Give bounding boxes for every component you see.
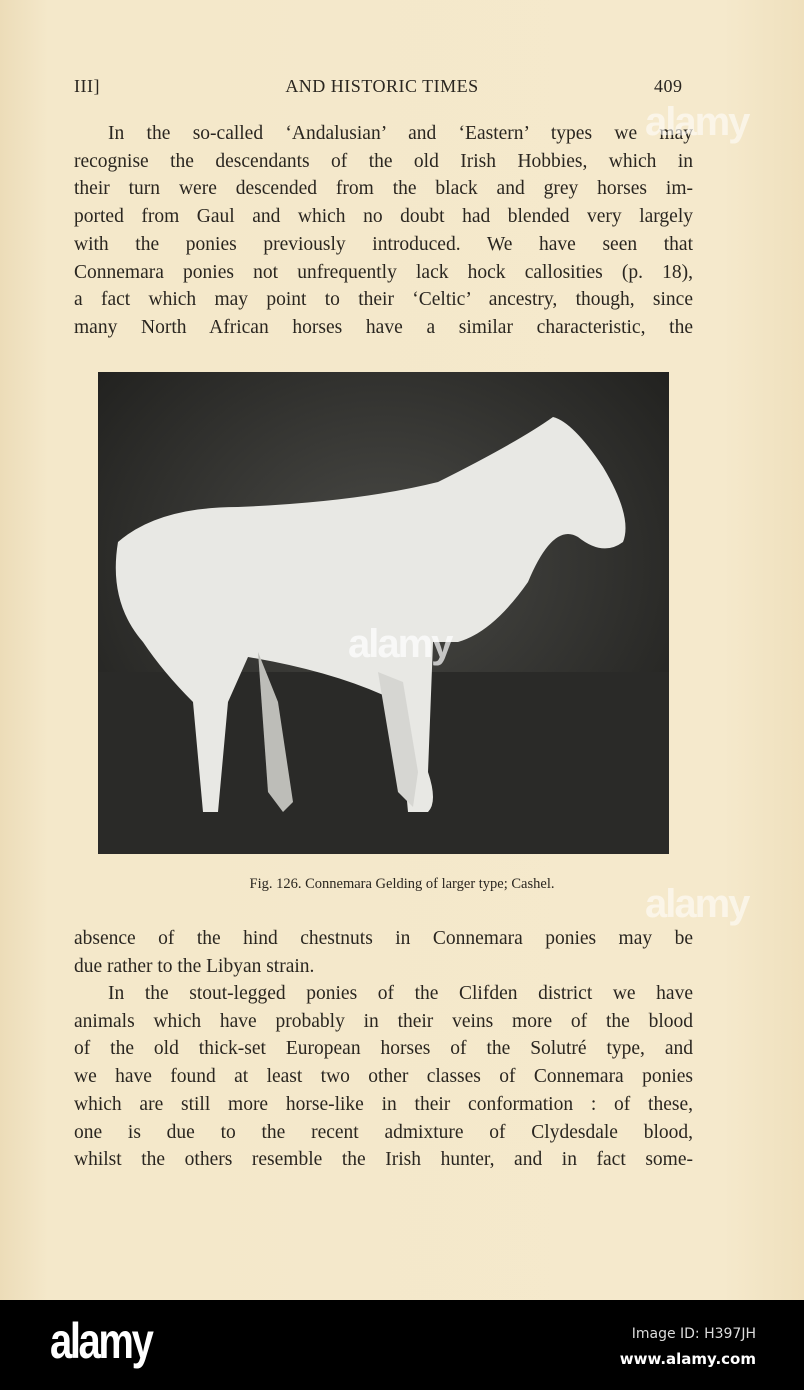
text-line-content: with the ponies previously introduced. We have seen that bbox=[74, 233, 693, 255]
watermark: alamy bbox=[348, 622, 452, 666]
text-line bbox=[74, 1121, 693, 1145]
text-line bbox=[74, 1148, 693, 1172]
text-line bbox=[74, 233, 693, 257]
text-line bbox=[74, 177, 693, 201]
text-line-content: many North African horses have a similar characteristic, the bbox=[74, 316, 693, 338]
text-line-content: In the stout-legged ponies of the Clifden district we have bbox=[108, 983, 693, 1004]
text-line-content: absence of the hind chestnuts in Connemara ponies may be bbox=[74, 928, 693, 949]
text-line-content: their turn were descended from the black and grey horses im- bbox=[74, 178, 693, 200]
page-number: 409 bbox=[654, 76, 683, 96]
text-line-content: recognise the descendants of the old Irish Hobbies, which in bbox=[74, 150, 693, 172]
text-line bbox=[108, 122, 693, 146]
text-line-content: whilst the others resemble the Irish hunter, and in fact some- bbox=[74, 1149, 693, 1171]
chapter-marker: III] bbox=[74, 76, 100, 96]
text-line-content: due rather to the Libyan strain. bbox=[74, 955, 315, 977]
running-title: AND HISTORIC TIMES bbox=[285, 76, 479, 96]
text-line bbox=[108, 982, 693, 1006]
text-line bbox=[74, 288, 693, 312]
text-line-content: Connemara ponies not unfrequently lack hock callosities (p. 18), bbox=[74, 261, 693, 283]
watermark: alamy bbox=[645, 882, 749, 926]
text-line-content: a fact which may point to their ‘Celtic’ ancestry, though, since bbox=[74, 289, 693, 311]
text-line-content: we have found at least two other classes of Connemara ponies bbox=[74, 1066, 693, 1088]
figure-caption: Fig. 126. Connemara Gelding of larger type; Cashel. bbox=[249, 876, 555, 892]
text-line bbox=[74, 955, 693, 979]
image-id: Image ID: H397JH bbox=[631, 1326, 756, 1342]
text-line bbox=[74, 150, 693, 174]
horse-photograph bbox=[98, 372, 669, 854]
text-line-content: In the so-called ‘Andalusian’ and ‘Eastern’ types we may bbox=[108, 123, 693, 144]
site-url: www.alamy.com bbox=[619, 1350, 756, 1368]
text-line-content: which are still more horse-like in their conformation : of these, bbox=[74, 1093, 693, 1115]
watermark: alamy bbox=[645, 100, 749, 144]
footer-bar bbox=[0, 1300, 804, 1390]
text-line bbox=[74, 1037, 693, 1061]
text-line bbox=[74, 205, 693, 229]
text-line bbox=[74, 261, 693, 285]
text-line bbox=[74, 1065, 693, 1089]
text-line bbox=[74, 927, 693, 951]
alamy-logo: alamy bbox=[50, 1313, 152, 1369]
text-line-content: animals which have probably in their veins more of the blood bbox=[74, 1010, 693, 1032]
text-line bbox=[74, 316, 693, 340]
text-line-content: of the old thick-set European horses of the Solutré type, and bbox=[74, 1038, 693, 1060]
text-line-content: ported from Gaul and which no doubt had blended very largely bbox=[74, 206, 693, 228]
text-line-content: one is due to the recent admixture of Clydesdale blood, bbox=[74, 1121, 693, 1143]
text-line bbox=[74, 1093, 693, 1117]
text-line bbox=[74, 1010, 693, 1034]
